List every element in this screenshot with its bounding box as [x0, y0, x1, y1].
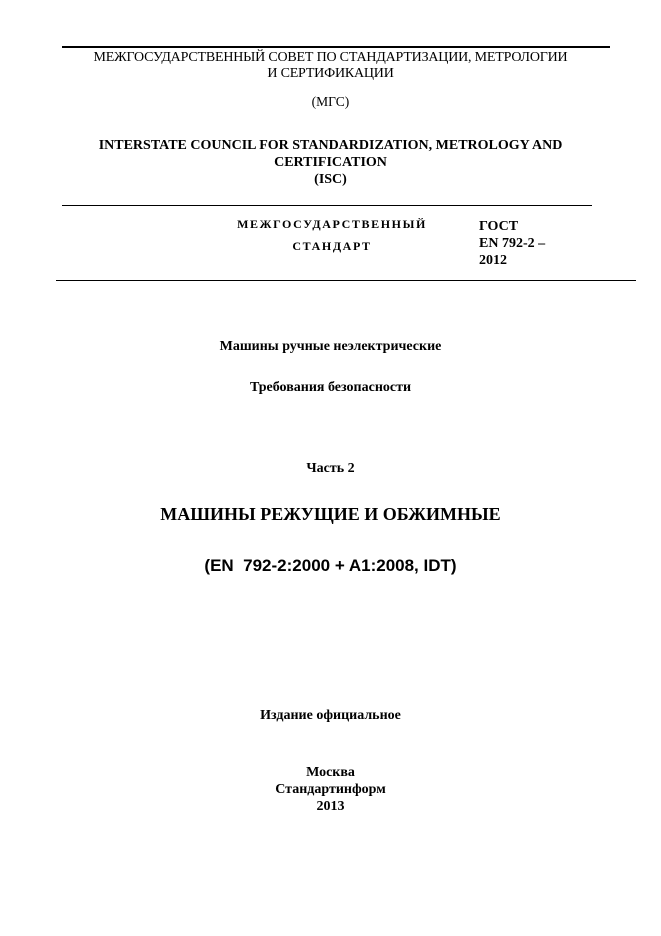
document-subtitle: Требования безопасности	[249, 380, 412, 395]
part-title: МАШИНЫ РЕЖУЩИЕ И ОБЖИМНЫЕ	[160, 504, 501, 524]
part-number: Часть 2	[306, 461, 355, 476]
council-name-en-line2: CERTIFICATION	[274, 155, 387, 170]
gost-designation-line2: EN 792-2 –	[479, 236, 546, 251]
top-rule	[62, 46, 610, 48]
document-title: Машины ручные неэлектрические	[219, 339, 442, 354]
standard-type-line1: МЕЖГОСУДАРСТВЕННЫЙ	[237, 217, 427, 231]
council-name-ru	[0, 50, 661, 82]
gost-designation-line1: ГОСТ	[479, 219, 519, 234]
imprint	[0, 764, 661, 815]
gost-designation	[479, 218, 545, 269]
imprint-publisher: Стандартинформ	[275, 782, 386, 797]
council-name-ru-line2: И СЕРТИФИКАЦИИ	[267, 66, 394, 81]
standard-divider	[56, 280, 636, 281]
council-abbr-en: (ISC)	[314, 172, 347, 187]
imprint-city: Москва	[306, 765, 355, 780]
equivalence-reference: (EN 792-2:2000 + A1:2008, IDT)	[204, 556, 457, 575]
council-name-en	[0, 137, 661, 188]
standard-type-line2: СТАНДАРТ	[292, 239, 372, 253]
imprint-year: 2013	[316, 799, 345, 814]
header-divider	[62, 205, 592, 206]
council-name-ru-line1: МЕЖГОСУДАРСТВЕННЫЙ СОВЕТ ПО СТАНДАРТИЗАЦИИ, МЕТРОЛОГИИ	[93, 50, 568, 65]
council-name-en-line1: INTERSTATE COUNCIL FOR STANDARDIZATION, METROLOGY AND	[98, 138, 563, 153]
edition-label: Издание официальное	[260, 708, 401, 723]
standard-type-label	[222, 213, 442, 257]
council-abbr-ru: (МГС)	[311, 94, 350, 109]
gost-designation-line3: 2012	[479, 253, 507, 268]
